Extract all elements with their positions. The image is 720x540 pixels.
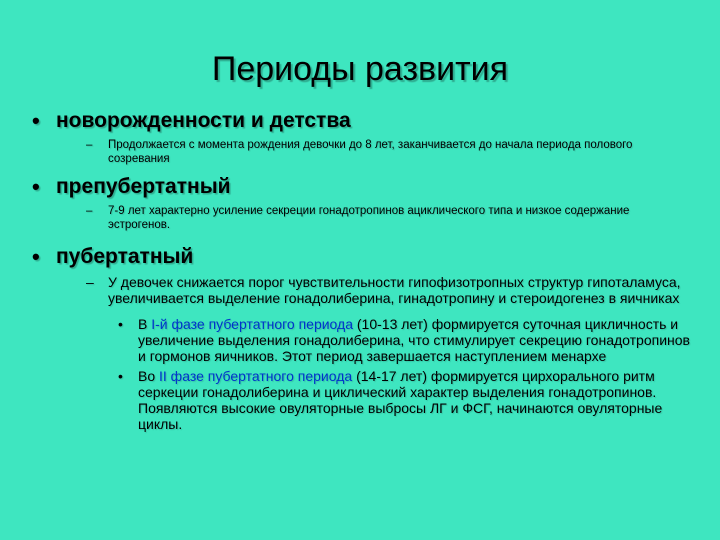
phase-prefix: В xyxy=(138,316,148,332)
phase-text: (10-13 лет) формируется суточная цикличность и увеличение выделения гонадолиберина, что стимулирует секрецию гонадотропинов и гормонов яичников. Этот период завершается наступлением менархе xyxy=(138,316,690,364)
section-heading-neonatal xyxy=(30,108,690,134)
bullet-icon: • xyxy=(32,108,40,133)
section-details-prepubertal xyxy=(30,204,690,232)
phase-item-2 xyxy=(30,368,690,432)
section-details-text: 7-9 лет характерно усиление секреции гонадотропинов ациклического типа и низкое содержание эстрогенов. xyxy=(108,205,630,231)
phase-prefix: Во xyxy=(138,368,156,384)
slide-content xyxy=(30,108,690,432)
phase-name: I-й фазе пубертатного периода xyxy=(151,316,353,332)
bullet-icon: • xyxy=(32,244,40,269)
bullet-icon: • xyxy=(118,316,123,332)
section-heading-text: препубертатный xyxy=(56,175,231,198)
dash-icon: – xyxy=(86,205,93,217)
phase-text: (14-17 лет) формируется цирхорального ритм серкеции гонадолиберина и циклический характер выделения гонадотропинов. Появляются высокие овуляторные выбросы ЛГ и ФСГ, начинаются овуляторные циклы. xyxy=(138,368,663,432)
section-details-text: У девочек снижается порог чувствительности гипофизотропных структур гипоталамуса, увеличивается выделение гонадолиберина, гинадотропину и стероидогенез в яичниках xyxy=(108,274,681,306)
bullet-icon: • xyxy=(32,174,40,199)
section-heading-text: новорожденности и детства xyxy=(56,109,351,132)
section-heading-prepubertal xyxy=(30,174,690,200)
phase-name: II фазе пубертатного периода xyxy=(159,368,353,384)
section-heading-pubertal xyxy=(30,244,690,270)
slide-title: Периоды развития xyxy=(211,50,509,88)
section-details-pubertal xyxy=(30,274,690,306)
section-details-text: Продолжается с момента рождения девочки до 8 лет, заканчивается до начала периода полового созревания xyxy=(108,139,633,165)
bullet-icon: • xyxy=(118,368,123,384)
dash-icon: – xyxy=(86,139,93,151)
section-heading-text: пубертатный xyxy=(56,245,194,268)
dash-icon: – xyxy=(86,274,94,290)
phase-item-1 xyxy=(30,316,690,364)
section-details-neonatal xyxy=(30,138,690,166)
